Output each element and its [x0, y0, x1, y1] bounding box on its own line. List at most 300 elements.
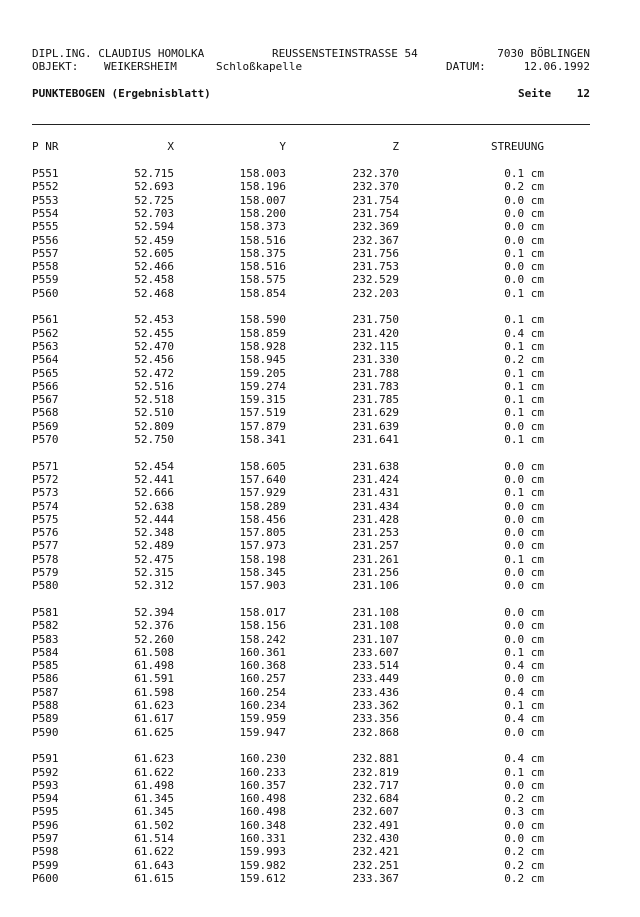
- coord-x: 61.598: [134, 685, 174, 699]
- page-title: PUNKTEBOGEN (Ergebnisblatt): [32, 87, 211, 100]
- column-header-y: Y: [279, 140, 286, 153]
- streuung-value: 0.3 cm: [504, 805, 544, 819]
- point-number: P557: [32, 246, 59, 260]
- header-divider: [32, 124, 590, 125]
- coord-z: 231.785: [352, 393, 399, 407]
- coord-z: 233.607: [352, 645, 399, 659]
- coord-x: 52.260: [134, 632, 174, 646]
- table-row: [0, 579, 640, 592]
- table-row: [0, 194, 640, 207]
- streuung-value: 0.0 cm: [504, 605, 544, 619]
- table-row: [0, 260, 640, 273]
- streuung-value: 0.0 cm: [504, 672, 544, 686]
- coord-x: 52.348: [134, 526, 174, 540]
- header-city: 7030 BÖBLINGEN: [497, 47, 590, 60]
- streuung-value: 0.0 cm: [504, 512, 544, 526]
- coord-z: 233.436: [352, 685, 399, 699]
- table-row: [0, 699, 640, 712]
- streuung-value: 0.0 cm: [504, 832, 544, 845]
- table-row: [0, 766, 640, 779]
- coord-z: 232.717: [352, 778, 399, 792]
- point-number: P590: [32, 725, 59, 739]
- coord-x: 61.623: [134, 752, 174, 766]
- coord-y: 158.017: [239, 605, 286, 619]
- point-number: P563: [32, 339, 59, 353]
- table-row: [0, 566, 640, 579]
- point-number: P573: [32, 486, 59, 500]
- point-number: P576: [32, 526, 59, 540]
- table-row: [0, 845, 640, 858]
- coord-y: 158.575: [239, 273, 286, 287]
- table-row: [0, 393, 640, 406]
- coord-y: 158.289: [239, 499, 286, 513]
- coord-x: 61.502: [134, 818, 174, 832]
- coord-x: 52.376: [134, 619, 174, 633]
- table-row: [0, 313, 640, 326]
- coord-z: 232.115: [352, 339, 399, 353]
- coord-x: 52.638: [134, 499, 174, 513]
- coord-y: 160.234: [239, 699, 286, 712]
- streuung-value: 0.0 cm: [504, 273, 544, 287]
- table-row: [0, 779, 640, 792]
- table-row: [0, 460, 640, 473]
- seite-label: Seite: [518, 87, 552, 100]
- coord-x: 52.594: [134, 220, 174, 234]
- coord-x: 52.809: [134, 419, 174, 433]
- coord-z: 233.367: [352, 871, 399, 885]
- streuung-value: 0.1 cm: [504, 406, 544, 420]
- point-number: P568: [32, 406, 59, 420]
- streuung-value: 0.0 cm: [504, 206, 544, 220]
- coord-y: 158.003: [239, 167, 286, 180]
- point-number: P567: [32, 393, 59, 407]
- table-row: [0, 872, 640, 885]
- point-number: P552: [32, 180, 59, 194]
- coord-z: 231.639: [352, 419, 399, 433]
- coord-y: 158.156: [239, 619, 286, 633]
- point-number: P566: [32, 379, 59, 393]
- coord-z: 231.420: [352, 326, 399, 340]
- table-row: [0, 513, 640, 526]
- coord-z: 231.783: [352, 379, 399, 393]
- point-number: P599: [32, 858, 59, 872]
- streuung-value: 0.0 cm: [504, 619, 544, 633]
- table-row: [0, 859, 640, 872]
- coord-z: 231.330: [352, 353, 399, 367]
- table-row: [0, 234, 640, 247]
- streuung-value: 0.2 cm: [504, 871, 544, 885]
- coord-y: 159.274: [239, 379, 286, 393]
- streuung-value: 0.1 cm: [504, 486, 544, 500]
- coord-z: 232.607: [352, 805, 399, 819]
- coord-y: 158.928: [239, 339, 286, 353]
- coord-y: 158.945: [239, 353, 286, 367]
- point-number: P587: [32, 685, 59, 699]
- coord-y: 159.982: [239, 858, 286, 872]
- point-number: P551: [32, 167, 59, 180]
- coord-z: 232.421: [352, 845, 399, 859]
- table-row: [0, 473, 640, 486]
- streuung-value: 0.4 cm: [504, 752, 544, 766]
- coord-z: 232.367: [352, 233, 399, 247]
- coord-y: 158.605: [239, 459, 286, 473]
- streuung-value: 0.1 cm: [504, 366, 544, 380]
- coord-z: 231.434: [352, 499, 399, 513]
- streuung-value: 0.0 cm: [504, 566, 544, 579]
- table-row: [0, 633, 640, 646]
- point-number: P594: [32, 792, 59, 806]
- coord-x: 52.466: [134, 260, 174, 274]
- coord-x: 61.591: [134, 672, 174, 686]
- column-header-row: [0, 140, 640, 153]
- streuung-value: 0.4 cm: [504, 659, 544, 673]
- coord-x: 52.518: [134, 393, 174, 407]
- coord-z: 231.756: [352, 246, 399, 260]
- coord-y: 160.230: [239, 752, 286, 766]
- table-row: [0, 247, 640, 260]
- coord-x: 61.622: [134, 845, 174, 859]
- table-row: [0, 486, 640, 499]
- coord-x: 52.394: [134, 605, 174, 619]
- streuung-value: 0.2 cm: [504, 180, 544, 194]
- point-number: P559: [32, 273, 59, 287]
- coord-y: 160.498: [239, 792, 286, 806]
- coord-y: 158.590: [239, 313, 286, 327]
- streuung-value: 0.0 cm: [504, 220, 544, 234]
- coord-z: 231.754: [352, 206, 399, 220]
- point-number: P595: [32, 805, 59, 819]
- streuung-value: 0.0 cm: [504, 193, 544, 207]
- coord-z: 231.108: [352, 619, 399, 633]
- coord-z: 231.253: [352, 526, 399, 540]
- table-row: [0, 353, 640, 366]
- coord-x: 52.470: [134, 339, 174, 353]
- objekt-value: WEIKERSHEIM: [104, 60, 177, 73]
- streuung-value: 0.1 cm: [504, 699, 544, 712]
- streuung-value: 0.1 cm: [504, 379, 544, 393]
- streuung-value: 0.0 cm: [504, 260, 544, 274]
- coord-x: 61.615: [134, 871, 174, 885]
- coord-z: 232.370: [352, 180, 399, 194]
- coord-x: 52.456: [134, 353, 174, 367]
- streuung-value: 0.0 cm: [504, 539, 544, 553]
- coord-z: 231.257: [352, 539, 399, 553]
- column-header-streuung: STREUUNG: [491, 140, 544, 153]
- table-row: [0, 380, 640, 393]
- coord-x: 52.444: [134, 512, 174, 526]
- point-number: P555: [32, 220, 59, 234]
- point-number: P584: [32, 645, 59, 659]
- streuung-value: 0.1 cm: [504, 552, 544, 566]
- coord-y: 159.993: [239, 845, 286, 859]
- coord-y: 158.200: [239, 206, 286, 220]
- coord-x: 61.617: [134, 712, 174, 726]
- coord-z: 231.641: [352, 433, 399, 446]
- coord-z: 231.261: [352, 552, 399, 566]
- coord-x: 61.345: [134, 792, 174, 806]
- point-number: P596: [32, 818, 59, 832]
- coord-y: 160.348: [239, 818, 286, 832]
- streuung-value: 0.1 cm: [504, 339, 544, 353]
- coord-x: 52.510: [134, 406, 174, 420]
- streuung-value: 0.1 cm: [504, 765, 544, 779]
- coord-x: 52.693: [134, 180, 174, 194]
- coord-z: 231.754: [352, 193, 399, 207]
- datum-label: DATUM:: [446, 60, 486, 73]
- coord-x: 61.508: [134, 645, 174, 659]
- coord-z: 231.750: [352, 313, 399, 327]
- coord-z: 231.428: [352, 512, 399, 526]
- coord-x: 52.441: [134, 472, 174, 486]
- coord-y: 158.196: [239, 180, 286, 194]
- point-number: P562: [32, 326, 59, 340]
- column-header-pnr: P NR: [32, 140, 59, 153]
- coord-z: 232.251: [352, 858, 399, 872]
- streuung-value: 0.4 cm: [504, 712, 544, 726]
- coord-x: 52.312: [134, 579, 174, 593]
- coord-x: 61.625: [134, 725, 174, 739]
- coord-x: 52.703: [134, 206, 174, 220]
- streuung-value: 0.2 cm: [504, 792, 544, 806]
- streuung-value: 0.0 cm: [504, 472, 544, 486]
- coord-x: 52.459: [134, 233, 174, 247]
- coord-z: 231.256: [352, 566, 399, 579]
- streuung-value: 0.0 cm: [504, 725, 544, 739]
- coord-y: 160.498: [239, 805, 286, 819]
- coord-z: 231.106: [352, 579, 399, 593]
- coord-y: 160.254: [239, 685, 286, 699]
- table-row: [0, 207, 640, 220]
- streuung-value: 0.1 cm: [504, 433, 544, 446]
- coord-y: 160.361: [239, 645, 286, 659]
- coord-y: 157.519: [239, 406, 286, 420]
- table-row: [0, 367, 640, 380]
- point-number: P561: [32, 313, 59, 327]
- objekt-label: OBJEKT:: [32, 60, 79, 73]
- table-row: [0, 832, 640, 845]
- coord-z: 232.370: [352, 167, 399, 180]
- column-header-x: X: [167, 140, 174, 153]
- coord-z: 231.431: [352, 486, 399, 500]
- coord-z: 231.424: [352, 472, 399, 486]
- streuung-value: 0.1 cm: [504, 246, 544, 260]
- coord-x: 52.666: [134, 486, 174, 500]
- table-row: [0, 220, 640, 233]
- coord-z: 232.881: [352, 752, 399, 766]
- coord-z: 231.788: [352, 366, 399, 380]
- coord-z: 233.449: [352, 672, 399, 686]
- streuung-value: 0.0 cm: [504, 459, 544, 473]
- coord-z: 232.819: [352, 765, 399, 779]
- table-row: [0, 726, 640, 739]
- table-row: [0, 180, 640, 193]
- table-row: [0, 526, 640, 539]
- coord-y: 158.516: [239, 260, 286, 274]
- table-row: [0, 686, 640, 699]
- table-row: [0, 340, 640, 353]
- coord-z: 232.203: [352, 286, 399, 300]
- point-number: P592: [32, 765, 59, 779]
- coord-y: 158.854: [239, 286, 286, 300]
- coord-z: 232.684: [352, 792, 399, 806]
- point-number: P574: [32, 499, 59, 513]
- coord-z: 231.108: [352, 605, 399, 619]
- coord-y: 160.368: [239, 659, 286, 673]
- point-number: P589: [32, 712, 59, 726]
- coord-z: 231.629: [352, 406, 399, 420]
- table-row: [0, 712, 640, 725]
- coord-y: 157.640: [239, 472, 286, 486]
- coord-y: 158.007: [239, 193, 286, 207]
- column-header-z: Z: [392, 140, 399, 153]
- streuung-value: 0.1 cm: [504, 286, 544, 300]
- point-number: P577: [32, 539, 59, 553]
- coord-z: 231.753: [352, 260, 399, 274]
- coord-x: 52.489: [134, 539, 174, 553]
- coord-y: 160.257: [239, 672, 286, 686]
- table-row: [0, 406, 640, 419]
- table-row: [0, 805, 640, 818]
- header-author: DIPL.ING. CLAUDIUS HOMOLKA: [32, 47, 205, 60]
- coord-z: 232.491: [352, 818, 399, 832]
- coord-y: 159.947: [239, 725, 286, 739]
- table-row: [0, 619, 640, 632]
- point-number: P581: [32, 605, 59, 619]
- seite-value: 12: [576, 87, 590, 100]
- coord-z: 232.369: [352, 220, 399, 234]
- coord-y: 159.959: [239, 712, 286, 726]
- point-number: P570: [32, 433, 59, 446]
- point-number: P579: [32, 566, 59, 579]
- point-number: P593: [32, 778, 59, 792]
- coord-x: 61.623: [134, 699, 174, 712]
- coord-z: 233.356: [352, 712, 399, 726]
- streuung-value: 0.0 cm: [504, 499, 544, 513]
- datum-value: 12.06.1992: [523, 60, 590, 73]
- coord-z: 232.868: [352, 725, 399, 739]
- streuung-value: 0.1 cm: [504, 645, 544, 659]
- coord-y: 160.331: [239, 832, 286, 845]
- table-row: [0, 792, 640, 805]
- coord-y: 158.373: [239, 220, 286, 234]
- streuung-value: 0.0 cm: [504, 579, 544, 593]
- coord-z: 231.107: [352, 632, 399, 646]
- coord-y: 158.341: [239, 433, 286, 446]
- table-row: [0, 273, 640, 286]
- streuung-value: 0.0 cm: [504, 233, 544, 247]
- coord-x: 52.453: [134, 313, 174, 327]
- point-number: P578: [32, 552, 59, 566]
- table-row: [0, 606, 640, 619]
- table-row: [0, 539, 640, 552]
- point-number: P586: [32, 672, 59, 686]
- table-row: [0, 500, 640, 513]
- coord-y: 157.929: [239, 486, 286, 500]
- point-number: P575: [32, 512, 59, 526]
- coord-z: 233.514: [352, 659, 399, 673]
- coord-x: 52.455: [134, 326, 174, 340]
- streuung-value: 0.1 cm: [504, 167, 544, 180]
- streuung-value: 0.1 cm: [504, 313, 544, 327]
- coord-y: 160.357: [239, 778, 286, 792]
- table-row: [0, 553, 640, 566]
- streuung-value: 0.2 cm: [504, 858, 544, 872]
- table-row: [0, 659, 640, 672]
- coord-y: 158.516: [239, 233, 286, 247]
- streuung-value: 0.1 cm: [504, 393, 544, 407]
- coord-x: 61.498: [134, 659, 174, 673]
- point-number: P571: [32, 459, 59, 473]
- table-row: [0, 167, 640, 180]
- objekt-detail: Schloßkapelle: [216, 60, 303, 73]
- coord-x: 52.750: [134, 433, 174, 446]
- point-number: P565: [32, 366, 59, 380]
- coord-y: 159.315: [239, 393, 286, 407]
- streuung-value: 0.2 cm: [504, 845, 544, 859]
- coord-x: 61.622: [134, 765, 174, 779]
- coord-y: 157.903: [239, 579, 286, 593]
- streuung-value: 0.0 cm: [504, 526, 544, 540]
- point-number: P580: [32, 579, 59, 593]
- coord-z: 232.430: [352, 832, 399, 845]
- coord-x: 52.454: [134, 459, 174, 473]
- coord-x: 52.715: [134, 167, 174, 180]
- point-number: P582: [32, 619, 59, 633]
- coord-y: 157.805: [239, 526, 286, 540]
- streuung-value: 0.4 cm: [504, 326, 544, 340]
- streuung-value: 0.0 cm: [504, 818, 544, 832]
- header-address: REUSSENSTEINSTRASSE 54: [272, 47, 418, 60]
- coord-x: 52.725: [134, 193, 174, 207]
- point-number: P554: [32, 206, 59, 220]
- coord-x: 52.516: [134, 379, 174, 393]
- point-number: P588: [32, 699, 59, 712]
- table-row: [0, 752, 640, 765]
- coord-y: 157.879: [239, 419, 286, 433]
- coord-x: 52.605: [134, 246, 174, 260]
- coord-y: 160.233: [239, 765, 286, 779]
- streuung-value: 0.0 cm: [504, 632, 544, 646]
- coord-x: 61.514: [134, 832, 174, 845]
- coord-z: 233.362: [352, 699, 399, 712]
- coord-x: 61.345: [134, 805, 174, 819]
- point-number: P598: [32, 845, 59, 859]
- table-row: [0, 327, 640, 340]
- coord-y: 158.345: [239, 566, 286, 579]
- point-number: P591: [32, 752, 59, 766]
- point-number: P556: [32, 233, 59, 247]
- coord-y: 158.198: [239, 552, 286, 566]
- point-number: P585: [32, 659, 59, 673]
- streuung-value: 0.4 cm: [504, 685, 544, 699]
- coord-y: 158.242: [239, 632, 286, 646]
- coord-y: 159.612: [239, 871, 286, 885]
- table-row: [0, 420, 640, 433]
- coord-y: 157.973: [239, 539, 286, 553]
- table-row: [0, 819, 640, 832]
- coord-z: 232.529: [352, 273, 399, 287]
- coord-x: 52.315: [134, 566, 174, 579]
- point-number: P558: [32, 260, 59, 274]
- point-number: P553: [32, 193, 59, 207]
- point-number: P597: [32, 832, 59, 845]
- coord-x: 61.643: [134, 858, 174, 872]
- coord-x: 52.458: [134, 273, 174, 287]
- point-number: P583: [32, 632, 59, 646]
- point-number: P564: [32, 353, 59, 367]
- coord-x: 52.475: [134, 552, 174, 566]
- table-row: [0, 646, 640, 659]
